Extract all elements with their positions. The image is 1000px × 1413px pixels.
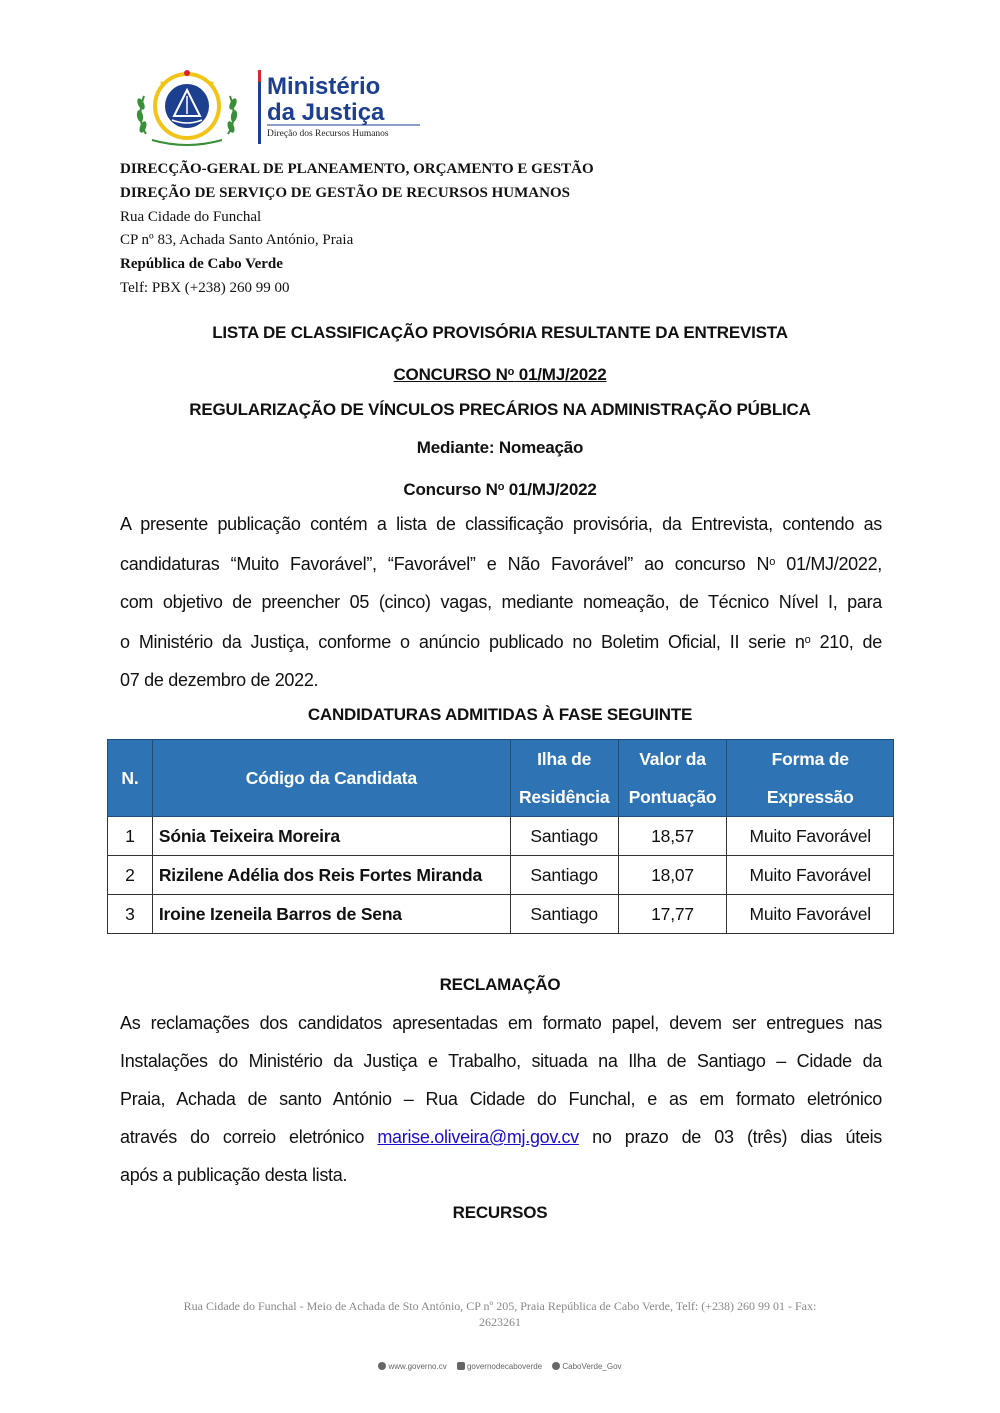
document-title: LISTA DE CLASSIFICAÇÃO PROVISÓRIA RESULTANTE DA ENTREVISTA: [212, 323, 788, 342]
intro-line-2: candidaturas “Muito Favorável”, “Favorável” e Não Favorável” ao concurso $N^o$ 01/MJ/2022,: [120, 554, 882, 574]
intro-line-4: o Ministério da Justiça, conforme o anúncio publicado no Boletim Oficial, II serie $n^o$ 210, de: [120, 632, 882, 652]
intro-line-3: com objetivo de preencher 05 (cinco) vagas, mediante nomeação, de Técnico Nível I, para: [120, 592, 882, 612]
col-header-valor: Valor da Pontuação: [618, 740, 727, 817]
seal-icon: [153, 70, 221, 140]
table-row: [108, 856, 894, 895]
footer-line-2: 2623261: [479, 1315, 521, 1329]
col-header-n: N.: [108, 740, 153, 817]
page-footer: [120, 1298, 880, 1330]
email-link[interactable]: marise.oliveira@mj.gov.cv: [377, 1127, 579, 1147]
regularizacao-title: REGULARIZAÇÃO DE VÍNCULOS PRECÁRIOS NA ADMINISTRAÇÃO PÚBLICA: [189, 400, 811, 419]
social-facebook[interactable]: governodecaboverde: [457, 1362, 542, 1371]
footer-line-1: Rua Cidade do Funchal - Meio de Achada de Sto António, CP nº 205, Praia República de Cabo Verde, Telf: (+238) 260 99 01 - Fax:: [183, 1299, 817, 1313]
ministry-logo-graphic: [132, 68, 432, 150]
col-header-forma: Forma de Expressão: [727, 740, 894, 817]
col-header-codigo: Código da Candidata: [152, 740, 510, 817]
intro-line-5: 07 de dezembro de 2022.: [120, 670, 319, 690]
header-line-2: DIREÇÃO DE SERVIÇO DE GESTÃO DE RECURSOS HUMANOS: [120, 184, 570, 201]
table-row: [108, 895, 894, 934]
social-links: [0, 1362, 1000, 1371]
reclamacao-line-3: Praia, Achada de santo António – Rua Cidade do Funchal, e as em formato eletrónico: [120, 1089, 882, 1109]
facebook-icon: [457, 1362, 465, 1370]
logo-title-line2: da Justiça: [267, 99, 385, 126]
header-phone: Telf: PBX (+238) 260 99 00: [120, 279, 290, 296]
cell-forma: Muito Favorável: [727, 856, 894, 895]
cell-valor: 18,07: [618, 856, 727, 895]
social-web[interactable]: www.governo.cv: [378, 1362, 446, 1371]
cell-n: 1: [108, 817, 153, 856]
reclamacao-line-4: através do correio eletrónico marise.oliveira@mj.gov.cv no prazo de 03 (três) dias úteis: [120, 1127, 882, 1147]
reclamacao-line-1: As reclamações dos candidatos apresentadas em formato papel, devem ser entregues nas: [120, 1013, 882, 1033]
mediante-title: Mediante: Nomeação: [416, 438, 584, 457]
cell-ilha: Santiago: [510, 817, 618, 856]
reclamacao-line-5: após a publicação desta lista.: [120, 1165, 348, 1185]
social-twitter[interactable]: CaboVerde_Gov: [552, 1362, 621, 1371]
intro-paragraph: [120, 505, 882, 699]
cell-ilha: Santiago: [510, 856, 618, 895]
header-line-1: DIRECÇÃO-GERAL DE PLANEAMENTO, ORÇAMENTO E GESTÃO: [120, 161, 594, 177]
logo-title-line1: Ministério: [267, 73, 381, 100]
recursos-heading: RECURSOS: [452, 1203, 548, 1222]
header-postal: CP nº 83, Achada Santo António, Praia: [120, 232, 354, 249]
table-row: [108, 817, 894, 856]
intro-line-1: A presente publicação contém a lista de classificação provisória, da Entrevista, contendo as: [120, 514, 882, 534]
candidates-table: [107, 739, 894, 934]
cell-n: 2: [108, 856, 153, 895]
table-heading: CANDIDATURAS ADMITIDAS À FASE SEGUINTE: [307, 705, 693, 724]
cell-name: Rizilene Adélia dos Reis Fortes Miranda: [152, 856, 510, 895]
reclamacao-heading: RECLAMAÇÃO: [439, 975, 561, 994]
table-header-row: [108, 740, 894, 817]
reclamacao-line-2: Instalações do Ministério da Justiça e Trabalho, situada na Ilha de Santiago – Cidade da: [120, 1051, 882, 1071]
col-header-ilha: Ilha de Residência: [510, 740, 618, 817]
cell-name: Sónia Teixeira Moreira: [152, 817, 510, 856]
cell-forma: Muito Favorável: [727, 817, 894, 856]
logo-subtitle: Direção dos Recursos Humanos: [267, 129, 389, 139]
concurso-subtitle: Concurso $N^o$ 01/MJ/2022: [403, 480, 597, 499]
header-address: Rua Cidade do Funchal: [120, 208, 262, 225]
cell-valor: 17,77: [618, 895, 727, 934]
cell-name: Iroine Izeneila Barros de Sena: [152, 895, 510, 934]
ministry-logo: [132, 68, 432, 150]
institution-header: [120, 158, 720, 301]
concurso-title: CONCURSO $N^o$ 01/MJ/2022: [393, 365, 607, 384]
cell-forma: Muito Favorável: [727, 895, 894, 934]
globe-icon: [378, 1362, 386, 1370]
cell-valor: 18,57: [618, 817, 727, 856]
twitter-icon: [552, 1362, 560, 1370]
reclamacao-paragraph: [120, 1004, 882, 1194]
cell-ilha: Santiago: [510, 895, 618, 934]
cell-n: 3: [108, 895, 153, 934]
header-country: República de Cabo Verde: [120, 256, 283, 273]
